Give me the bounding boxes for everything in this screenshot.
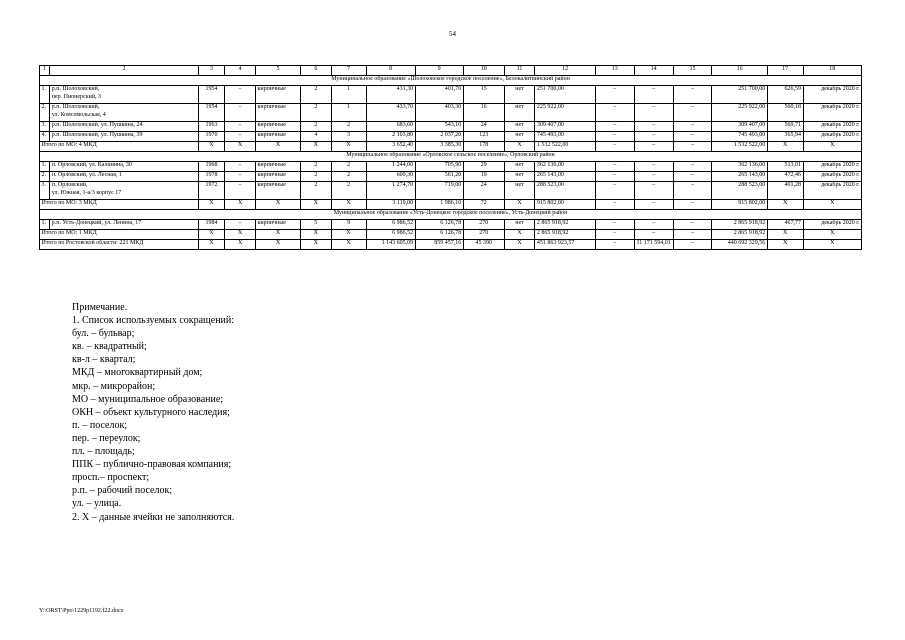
deadline-cell: декабрь 2020 г. bbox=[803, 86, 861, 104]
residents-cell: 270 bbox=[463, 220, 504, 230]
heritage-cell: нет bbox=[504, 122, 535, 132]
column-number: 13 bbox=[595, 66, 634, 76]
total-cell: 2 865 918,92 bbox=[535, 230, 595, 240]
residents-cell: 24 bbox=[463, 122, 504, 132]
living-area-cell: 719,00 bbox=[415, 182, 463, 200]
living-area-cell: 403,30 bbox=[415, 104, 463, 122]
cell: – bbox=[595, 122, 634, 132]
total-label: Итого по МО: 1 МКД bbox=[40, 230, 199, 240]
total-cell: Х bbox=[301, 240, 332, 250]
address-line: ул. Комсомольская, 4 bbox=[51, 111, 106, 118]
address-cell bbox=[50, 132, 198, 142]
cost-total-cell: 288 523,00 bbox=[712, 182, 767, 200]
year-cell: 1963 bbox=[198, 122, 225, 132]
total-cell: 178 bbox=[463, 142, 504, 152]
cost-cell: 2 865 918,92 bbox=[535, 220, 595, 230]
cell: – bbox=[595, 172, 634, 182]
address-line: п. Орловский, bbox=[51, 182, 88, 188]
total-cell: Х bbox=[767, 230, 803, 240]
total-cell: Х bbox=[803, 200, 861, 210]
floors-cell: 2 bbox=[301, 172, 332, 182]
total-cell: Х bbox=[803, 240, 861, 250]
column-number: 17 bbox=[767, 66, 803, 76]
floors-cell: 2 bbox=[301, 86, 332, 104]
cell: – bbox=[673, 172, 712, 182]
column-number: 7 bbox=[331, 66, 366, 76]
address-cell bbox=[50, 104, 198, 122]
address-line: пер. Пионерский, 3 bbox=[51, 93, 102, 100]
total-cell: 2 865 918,92 bbox=[712, 230, 767, 240]
total-cell: 72 bbox=[463, 200, 504, 210]
cost-cell: 225 922,00 bbox=[535, 104, 595, 122]
unit-cost-cell: 513,01 bbox=[767, 162, 803, 172]
total-cell: Х bbox=[803, 230, 861, 240]
address-cell bbox=[50, 182, 198, 200]
cost-cell: 309 407,00 bbox=[535, 122, 595, 132]
total-cell: Х bbox=[255, 200, 300, 210]
residents-cell: 29 bbox=[463, 162, 504, 172]
total-cell: 1 532 522,00 bbox=[712, 142, 767, 152]
cell: – bbox=[225, 132, 256, 142]
total-cell: 6 986,52 bbox=[366, 230, 415, 240]
address-cell bbox=[50, 172, 198, 182]
cell: – bbox=[634, 122, 673, 132]
unit-cost-cell: 472,46 bbox=[767, 172, 803, 182]
address-line: п. Орловский, ул. Лесная, 1 bbox=[51, 172, 122, 178]
column-number: 10 bbox=[463, 66, 504, 76]
cost-total-cell: 309 407,00 bbox=[712, 122, 767, 132]
section-header-row bbox=[40, 210, 862, 220]
total-cell: 915 802,00 bbox=[535, 200, 595, 210]
year-cell: 1954 bbox=[198, 104, 225, 122]
cell: – bbox=[634, 172, 673, 182]
deadline-cell: декабрь 2020 г. bbox=[803, 162, 861, 172]
note-line: ОКН – объект культурного наследия; bbox=[72, 406, 230, 418]
row-number: 1. bbox=[40, 162, 50, 172]
total-area-cell: 431,30 bbox=[366, 86, 415, 104]
total-cell: Х bbox=[504, 240, 535, 250]
total-cell: – bbox=[634, 142, 673, 152]
total-cell: 270 bbox=[463, 230, 504, 240]
total-cell: 3 385,30 bbox=[415, 142, 463, 152]
column-number: 11 bbox=[504, 66, 535, 76]
cell: – bbox=[225, 122, 256, 132]
total-cell: Х bbox=[504, 142, 535, 152]
walls-cell: кирпичные bbox=[255, 104, 300, 122]
living-area-cell: 6 126,78 bbox=[415, 220, 463, 230]
residents-cell: 16 bbox=[463, 104, 504, 122]
total-area-cell: 600,30 bbox=[366, 172, 415, 182]
notes-title: Примечание. bbox=[72, 302, 128, 313]
living-area-cell: 2 037,20 bbox=[415, 132, 463, 142]
total-area-cell: 1 274,70 bbox=[366, 182, 415, 200]
total-cell: 6 126,78 bbox=[415, 230, 463, 240]
column-number: 12 bbox=[535, 66, 595, 76]
cell: – bbox=[225, 104, 256, 122]
total-cell: – bbox=[673, 200, 712, 210]
row-number: 1. bbox=[40, 220, 50, 230]
total-cell: Х bbox=[504, 230, 535, 240]
column-number: 9 bbox=[415, 66, 463, 76]
address-line: р.п. Шолоховский, bbox=[51, 86, 100, 92]
unit-cost-cell: 560,18 bbox=[767, 104, 803, 122]
total-cell: 1 143 605,09 bbox=[366, 240, 415, 250]
row-number: 1. bbox=[40, 86, 50, 104]
heritage-cell: нет bbox=[504, 162, 535, 172]
total-cell: Х bbox=[225, 240, 256, 250]
floors-cell: 2 bbox=[301, 182, 332, 200]
address-cell bbox=[50, 162, 198, 172]
cell: – bbox=[634, 220, 673, 230]
cost-total-cell: 265 143,00 bbox=[712, 172, 767, 182]
year-cell: 1970 bbox=[198, 132, 225, 142]
living-area-cell: 401,70 bbox=[415, 86, 463, 104]
column-number: 15 bbox=[673, 66, 712, 76]
total-label: Итого по МО: 4 МКД bbox=[40, 142, 199, 152]
row-number: 2. bbox=[40, 104, 50, 122]
total-cell: – bbox=[673, 142, 712, 152]
address-cell bbox=[50, 86, 198, 104]
total-cell: Х bbox=[331, 142, 366, 152]
table-row bbox=[40, 162, 862, 172]
residents-cell: 15 bbox=[463, 86, 504, 104]
cell: – bbox=[595, 132, 634, 142]
walls-cell: кирпичные bbox=[255, 86, 300, 104]
total-cell: 45 390 bbox=[463, 240, 504, 250]
total-cell: – bbox=[595, 230, 634, 240]
cell: – bbox=[595, 182, 634, 200]
table-row bbox=[40, 104, 862, 122]
address-cell bbox=[50, 122, 198, 132]
total-cell: Х bbox=[301, 142, 332, 152]
entrances-cell: 9 bbox=[331, 220, 366, 230]
section-title: Муниципальное образование «Усть-Донецкое городское поселение», Усть-Донецкий район bbox=[40, 210, 862, 220]
cost-cell: 251 700,00 bbox=[535, 86, 595, 104]
cost-total-cell: 251 700,00 bbox=[712, 86, 767, 104]
note-line: бул. – бульвар; bbox=[72, 328, 135, 340]
note-line: 2. Х – данные ячейки не заполняются. bbox=[72, 511, 235, 523]
column-number: 14 bbox=[634, 66, 673, 76]
total-cell: Х bbox=[301, 200, 332, 210]
section-header-row bbox=[40, 76, 862, 86]
heritage-cell: нет bbox=[504, 86, 535, 104]
entrances-cell: 2 bbox=[331, 122, 366, 132]
address-cell bbox=[50, 220, 198, 230]
address-line: п. Орловский, ул. Калинина, 30 bbox=[51, 162, 132, 168]
cell: – bbox=[673, 182, 712, 200]
cell: – bbox=[225, 86, 256, 104]
note-line: мкр. – микрорайон; bbox=[72, 380, 156, 392]
walls-cell: кирпичные bbox=[255, 132, 300, 142]
column-number-row bbox=[40, 66, 862, 76]
note-line: пл. – площадь; bbox=[72, 446, 135, 458]
total-cell: – bbox=[634, 230, 673, 240]
cell: – bbox=[634, 86, 673, 104]
floors-cell: 2 bbox=[301, 104, 332, 122]
total-row bbox=[40, 142, 862, 152]
total-cell: Х bbox=[767, 200, 803, 210]
address-line: р.п. Шолоховский, ул. Пушкина, 39 bbox=[51, 132, 143, 138]
cell: – bbox=[634, 182, 673, 200]
section-title: Муниципальное образование «Орловское сельское поселение», Орловский район bbox=[40, 152, 862, 162]
section-title: Муниципальное образование «Шолоховское городское поселение», Белокалитвинский район bbox=[40, 76, 862, 86]
cost-cell: 288 523,00 bbox=[535, 182, 595, 200]
cell: – bbox=[225, 220, 256, 230]
year-cell: 1968 bbox=[198, 162, 225, 172]
total-cell: – bbox=[673, 240, 712, 250]
total-row bbox=[40, 240, 862, 250]
total-cell: Х bbox=[198, 240, 225, 250]
page-number: 54 bbox=[449, 30, 456, 38]
unit-cost-cell: 626,59 bbox=[767, 86, 803, 104]
total-cell: 451 863 923,57 bbox=[535, 240, 595, 250]
living-area-cell: 705,90 bbox=[415, 162, 463, 172]
note-line: ППК – публично-правовая компания; bbox=[72, 459, 232, 471]
note-line: кв-л – квартал; bbox=[72, 354, 136, 366]
unit-cost-cell: 569,71 bbox=[767, 122, 803, 132]
note-line: 1. Список используемых сокращений: bbox=[72, 315, 235, 327]
total-label: Итого по Ростовской области: 221 МКД bbox=[40, 240, 199, 250]
total-cell: – bbox=[673, 230, 712, 240]
unit-cost-cell: 365,94 bbox=[767, 132, 803, 142]
unit-cost-cell: 467,77 bbox=[767, 220, 803, 230]
row-number: 4. bbox=[40, 132, 50, 142]
table-row bbox=[40, 182, 862, 200]
cost-total-cell: 225 922,00 bbox=[712, 104, 767, 122]
deadline-cell: декабрь 2020 г. bbox=[803, 182, 861, 200]
column-number: 3 bbox=[198, 66, 225, 76]
note-line: р.п. – рабочий поселок; bbox=[72, 485, 173, 497]
year-cell: 1984 bbox=[198, 220, 225, 230]
total-row bbox=[40, 200, 862, 210]
column-number: 16 bbox=[712, 66, 767, 76]
total-cell: Х bbox=[225, 142, 256, 152]
cell: – bbox=[595, 220, 634, 230]
total-area-cell: 433,70 bbox=[366, 104, 415, 122]
column-number: 6 bbox=[301, 66, 332, 76]
residents-cell: 123 bbox=[463, 132, 504, 142]
total-cell: 440 692 329,56 bbox=[712, 240, 767, 250]
residents-cell: 19 bbox=[463, 172, 504, 182]
unit-cost-cell: 401,28 bbox=[767, 182, 803, 200]
total-cell: Х bbox=[331, 240, 366, 250]
notes-block bbox=[72, 301, 234, 524]
total-cell: 915 802,00 bbox=[712, 200, 767, 210]
total-cell: Х bbox=[255, 142, 300, 152]
column-number: 4 bbox=[225, 66, 256, 76]
cell: – bbox=[225, 162, 256, 172]
section-header-row bbox=[40, 152, 862, 162]
note-line: кв. – квадратный; bbox=[72, 341, 147, 353]
table-row bbox=[40, 220, 862, 230]
walls-cell: кирпичные bbox=[255, 122, 300, 132]
total-cell: 11 171 594,01 bbox=[634, 240, 673, 250]
cell: – bbox=[634, 162, 673, 172]
cost-cell: 265 143,00 bbox=[535, 172, 595, 182]
residents-cell: 24 bbox=[463, 182, 504, 200]
cell: – bbox=[595, 162, 634, 172]
heritage-cell: нет bbox=[504, 172, 535, 182]
row-number: 3. bbox=[40, 122, 50, 132]
entrances-cell: 1 bbox=[331, 86, 366, 104]
total-label: Итого по МО: 3 МКД bbox=[40, 200, 199, 210]
total-cell: Х bbox=[504, 200, 535, 210]
cell: – bbox=[595, 86, 634, 104]
column-number: 8 bbox=[366, 66, 415, 76]
year-cell: 1978 bbox=[198, 172, 225, 182]
floors-cell: 4 bbox=[301, 132, 332, 142]
note-line: п. – поселок; bbox=[72, 419, 128, 431]
entrances-cell: 2 bbox=[331, 172, 366, 182]
note-line: МО – муниципальное образование; bbox=[72, 393, 224, 405]
total-cell: Х bbox=[803, 142, 861, 152]
living-area-cell: 543,10 bbox=[415, 122, 463, 132]
total-cell: – bbox=[595, 200, 634, 210]
heritage-cell: нет bbox=[504, 220, 535, 230]
year-cell: 1972 bbox=[198, 182, 225, 200]
cell: – bbox=[634, 132, 673, 142]
walls-cell: кирпичные bbox=[255, 172, 300, 182]
table-row bbox=[40, 132, 862, 142]
address-line: р.п. Усть-Донецкий, ул. Ленина, 17 bbox=[51, 220, 142, 226]
walls-cell: кирпичные bbox=[255, 182, 300, 200]
walls-cell: кирпичные bbox=[255, 162, 300, 172]
total-cell: Х bbox=[767, 240, 803, 250]
cell: – bbox=[225, 172, 256, 182]
heritage-cell: нет bbox=[504, 182, 535, 200]
column-number: 18 bbox=[803, 66, 861, 76]
column-number: 5 bbox=[255, 66, 300, 76]
address-line: р.п. Шолоховский, ул. Пушкина, 24 bbox=[51, 122, 143, 128]
cell: – bbox=[673, 132, 712, 142]
deadline-cell: декабрь 2020 г. bbox=[803, 104, 861, 122]
cell: – bbox=[225, 182, 256, 200]
deadline-cell: декабрь 2020 г. bbox=[803, 172, 861, 182]
total-cell: 3 652,40 bbox=[366, 142, 415, 152]
cost-cell: 745 493,00 bbox=[535, 132, 595, 142]
total-cell: 3 119,00 bbox=[366, 200, 415, 210]
floors-cell: 2 bbox=[301, 122, 332, 132]
table-row bbox=[40, 122, 862, 132]
total-cell: Х bbox=[767, 142, 803, 152]
note-line: ул. – улица. bbox=[72, 498, 122, 510]
file-path: Y:\ORST\Ppo\1229p1192.f22.docx bbox=[39, 608, 124, 614]
cost-total-cell: 362 136,00 bbox=[712, 162, 767, 172]
column-number: 2 bbox=[50, 66, 198, 76]
total-cell: 859 457,16 bbox=[415, 240, 463, 250]
total-cell: Х bbox=[255, 230, 300, 240]
cell: – bbox=[673, 86, 712, 104]
total-cell: Х bbox=[331, 200, 366, 210]
housing-table bbox=[39, 65, 862, 250]
total-cell: Х bbox=[331, 230, 366, 240]
total-row bbox=[40, 230, 862, 240]
heritage-cell: нет bbox=[504, 132, 535, 142]
total-cell: – bbox=[595, 142, 634, 152]
cell: – bbox=[595, 104, 634, 122]
column-number: 1 bbox=[40, 66, 50, 76]
table-row bbox=[40, 172, 862, 182]
table-row bbox=[40, 86, 862, 104]
walls-cell: кирпичные bbox=[255, 220, 300, 230]
total-cell: Х bbox=[198, 230, 225, 240]
entrances-cell: 3 bbox=[331, 132, 366, 142]
total-cell: Х bbox=[225, 230, 256, 240]
deadline-cell: декабрь 2020 г. bbox=[803, 122, 861, 132]
entrances-cell: 2 bbox=[331, 182, 366, 200]
total-cell: Х bbox=[301, 230, 332, 240]
total-cell: – bbox=[595, 240, 634, 250]
total-cell: Х bbox=[225, 200, 256, 210]
total-cell: – bbox=[634, 200, 673, 210]
total-area-cell: 2 103,80 bbox=[366, 132, 415, 142]
total-cell: Х bbox=[198, 142, 225, 152]
entrances-cell: 1 bbox=[331, 104, 366, 122]
total-cell: Х bbox=[255, 240, 300, 250]
total-area-cell: 683,60 bbox=[366, 122, 415, 132]
entrances-cell: 2 bbox=[331, 162, 366, 172]
total-cell: Х bbox=[198, 200, 225, 210]
total-area-cell: 1 244,00 bbox=[366, 162, 415, 172]
living-area-cell: 561,20 bbox=[415, 172, 463, 182]
year-cell: 1954 bbox=[198, 86, 225, 104]
deadline-cell: декабрь 2020 г. bbox=[803, 132, 861, 142]
floors-cell: 5 bbox=[301, 220, 332, 230]
cell: – bbox=[673, 220, 712, 230]
deadline-cell: декабрь 2020 г. bbox=[803, 220, 861, 230]
address-line: ул. Южная, 1-а/3 корпус 17 bbox=[51, 189, 122, 196]
row-number: 2. bbox=[40, 172, 50, 182]
cell: – bbox=[673, 122, 712, 132]
address-line: р.п. Шолоховский, bbox=[51, 104, 100, 110]
row-number: 3. bbox=[40, 182, 50, 200]
note-line: пер. – переулок; bbox=[72, 432, 141, 444]
note-line: просп.– проспект; bbox=[72, 472, 150, 484]
cell: – bbox=[673, 104, 712, 122]
cell: – bbox=[634, 104, 673, 122]
heritage-cell: нет bbox=[504, 104, 535, 122]
cell: – bbox=[673, 162, 712, 172]
floors-cell: 2 bbox=[301, 162, 332, 172]
total-cell: 1 532 522,00 bbox=[535, 142, 595, 152]
cost-total-cell: 2 865 918,92 bbox=[712, 220, 767, 230]
note-line: МКД – многоквартирный дом; bbox=[72, 367, 203, 379]
cost-cell: 362 136,00 bbox=[535, 162, 595, 172]
total-area-cell: 6 986,52 bbox=[366, 220, 415, 230]
cost-total-cell: 745 493,00 bbox=[712, 132, 767, 142]
total-cell: 1 986,10 bbox=[415, 200, 463, 210]
